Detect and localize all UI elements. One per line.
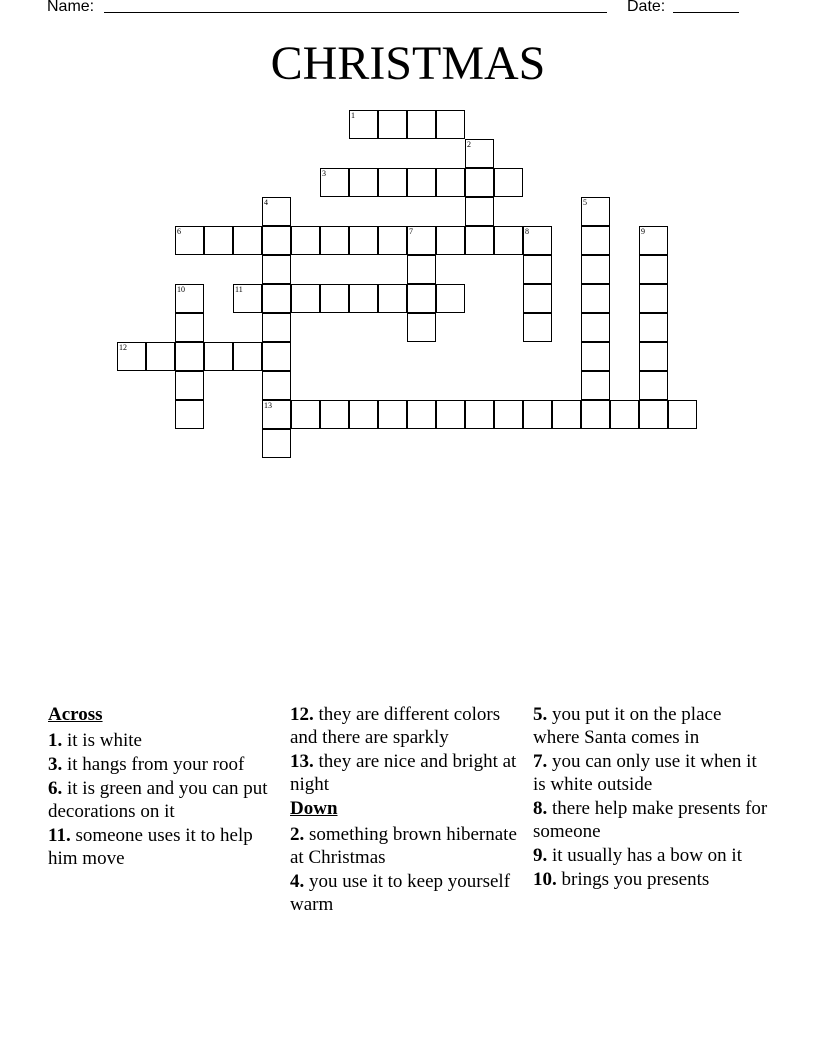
crossword-cell[interactable] [175,313,204,342]
down-clue-4 [290,870,525,916]
crossword-cell[interactable] [175,342,204,371]
cell-number: 6 [177,227,181,236]
crossword-cell[interactable] [349,400,378,429]
crossword-cell[interactable] [204,342,233,371]
crossword-grid [0,0,816,480]
down-clue-8 [533,797,768,843]
across-clue-3 [48,753,283,776]
crossword-cell[interactable] [639,342,668,371]
clue-text: it is green and you can put decorations on it [48,778,268,822]
crossword-cell[interactable] [436,226,465,255]
across-clue-11 [48,824,283,870]
crossword-cell[interactable] [523,400,552,429]
crossword-cell[interactable] [436,110,465,139]
cell-number: 3 [322,169,326,178]
clue-number: 8. [533,798,548,819]
clue-text: you put it on the place where Santa comes in [533,704,722,748]
cell-number: 10 [177,285,185,294]
clue-text: there help make presents for someone [533,798,768,842]
across-heading: Across [48,704,103,725]
crossword-cell[interactable] [668,400,697,429]
crossword-cell[interactable] [233,226,262,255]
crossword-cell[interactable] [581,255,610,284]
cell-number: 2 [467,140,471,149]
across-clue-1 [48,729,283,752]
crossword-cell[interactable] [349,110,378,139]
clue-text: it is white [67,730,142,751]
crossword-cell[interactable] [146,342,175,371]
clue-number: 3. [48,754,63,775]
clue-column-2 [290,703,525,917]
crossword-cell[interactable] [465,400,494,429]
clue-text: someone uses it to help him move [48,825,253,869]
crossword-cell[interactable] [262,226,291,255]
crossword-cell[interactable] [291,284,320,313]
clue-number: 11. [48,825,71,846]
cell-number: 11 [235,285,243,294]
clue-number: 12. [290,704,314,725]
clue-column-3 [533,703,768,892]
date-label: Date: [627,0,666,15]
crossword-cell[interactable] [523,284,552,313]
down-clue-2 [290,823,525,869]
crossword-cell[interactable] [523,313,552,342]
crossword-cell[interactable] [378,226,407,255]
crossword-cell[interactable] [291,226,320,255]
across-clue-6 [48,777,283,823]
crossword-cell[interactable] [436,168,465,197]
crossword-cell[interactable] [262,429,291,458]
crossword-cell[interactable] [407,313,436,342]
cell-number: 5 [583,198,587,207]
crossword-cell[interactable] [262,371,291,400]
clue-number: 9. [533,845,548,866]
crossword-cell[interactable] [465,139,494,168]
cell-number: 4 [264,198,268,207]
crossword-cell[interactable] [465,226,494,255]
crossword-cell[interactable] [639,226,668,255]
crossword-cell[interactable] [494,400,523,429]
crossword-cell[interactable] [407,226,436,255]
crossword-cell[interactable] [610,400,639,429]
across-clue-13 [290,750,525,796]
crossword-cell[interactable] [262,284,291,313]
crossword-cell[interactable] [233,284,262,313]
down-clue-7 [533,750,768,796]
clue-number: 10. [533,869,557,890]
crossword-cell[interactable] [349,284,378,313]
crossword-cell[interactable] [262,197,291,226]
crossword-cell[interactable] [204,226,233,255]
clue-number: 6. [48,778,63,799]
crossword-cell[interactable] [639,400,668,429]
crossword-cell[interactable] [262,255,291,284]
crossword-cell[interactable] [552,400,581,429]
crossword-cell[interactable] [407,400,436,429]
crossword-cell[interactable] [117,342,146,371]
crossword-cell[interactable] [407,168,436,197]
crossword-cell[interactable] [639,313,668,342]
crossword-cell[interactable] [349,226,378,255]
crossword-cell[interactable] [581,400,610,429]
crossword-cell[interactable] [378,168,407,197]
crossword-cell[interactable] [465,197,494,226]
crossword-cell[interactable] [378,400,407,429]
cell-number: 13 [264,401,272,410]
crossword-cell[interactable] [436,284,465,313]
crossword-cell[interactable] [407,110,436,139]
clue-text: they are different colors and there are sparkly [290,704,501,748]
cell-number: 8 [525,227,529,236]
crossword-cell[interactable] [581,313,610,342]
cell-number: 1 [351,111,355,120]
crossword-cell[interactable] [262,342,291,371]
crossword-cell[interactable] [581,342,610,371]
crossword-cell[interactable] [407,255,436,284]
clue-number: 1. [48,730,63,751]
puzzle-title: CHRISTMAS [270,37,546,90]
crossword-cell[interactable] [494,168,523,197]
crossword-cell[interactable] [175,371,204,400]
crossword-cell[interactable] [581,371,610,400]
down-clue-10 [533,868,768,891]
crossword-cell[interactable] [175,400,204,429]
clue-text: they are nice and bright at night [290,751,517,795]
crossword-cell[interactable] [523,226,552,255]
clue-text: something brown hibernate at Christmas [290,824,517,868]
crossword-cell[interactable] [291,400,320,429]
crossword-cell[interactable] [320,226,349,255]
crossword-cell[interactable] [581,226,610,255]
clue-text: you use it to keep yourself warm [290,871,511,915]
crossword-cell[interactable] [639,284,668,313]
crossword-cell[interactable] [378,110,407,139]
crossword-cell[interactable] [436,400,465,429]
across-clue-12 [290,703,525,749]
down-heading: Down [290,798,338,819]
cell-number: 12 [119,343,127,352]
crossword-cell[interactable] [378,284,407,313]
crossword-cell[interactable] [639,371,668,400]
clue-number: 2. [290,824,305,845]
name-label: Name: [47,0,95,15]
clue-text: brings you presents [561,869,710,890]
crossword-cell[interactable] [581,284,610,313]
crossword-cell[interactable] [465,168,494,197]
clue-number: 13. [290,751,314,772]
crossword-cell[interactable] [407,284,436,313]
clue-text: it hangs from your roof [67,754,245,775]
clue-number: 4. [290,871,305,892]
clue-number: 5. [533,704,548,725]
clue-number: 7. [533,751,548,772]
crossword-cell[interactable] [233,342,262,371]
crossword-cell[interactable] [175,226,204,255]
cell-number: 7 [409,227,413,236]
crossword-cell[interactable] [320,400,349,429]
down-clue-9 [533,844,768,867]
crossword-cell[interactable] [262,313,291,342]
crossword-cell[interactable] [349,168,378,197]
crossword-cell[interactable] [262,400,291,429]
crossword-cell[interactable] [639,255,668,284]
down-clue-5 [533,703,768,749]
crossword-cell[interactable] [494,226,523,255]
cell-number: 9 [641,227,645,236]
crossword-cell[interactable] [320,284,349,313]
clue-text: it usually has a bow on it [552,845,742,866]
crossword-cell[interactable] [175,284,204,313]
crossword-cell[interactable] [320,168,349,197]
clue-text: you can only use it when it is white outside [533,751,757,795]
clue-column-1 [48,703,283,871]
crossword-cell[interactable] [581,197,610,226]
crossword-cell[interactable] [523,255,552,284]
